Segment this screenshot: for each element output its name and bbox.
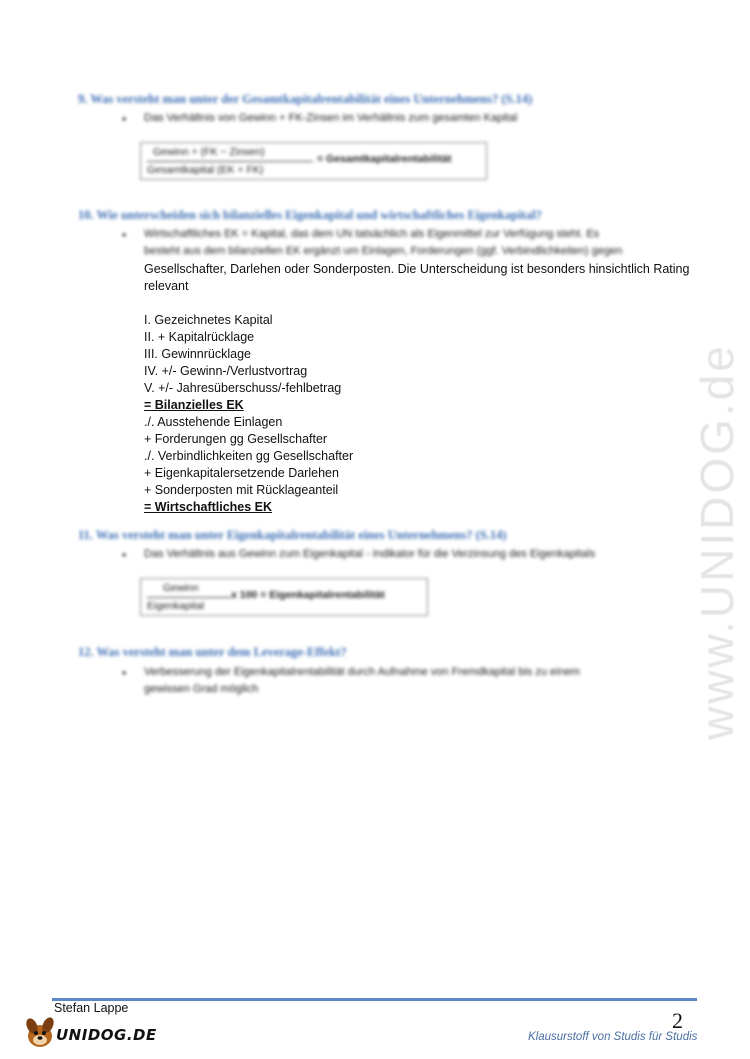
bullet-line-1: Verbesserung der Eigenkapitalrentabilität durch Aufnahme von Fremdkapital bis zu einem	[144, 666, 580, 678]
bullet-icon: •	[122, 112, 127, 126]
bullet-line-4: relevant	[144, 279, 189, 293]
bullet-icon: •	[122, 666, 127, 680]
unidog-logo	[22, 1014, 157, 1050]
question-9-title: 9. Was versteht man unter der Gesamtkapitalrentabilität eines Unternehmens? (S.14)	[78, 92, 533, 106]
bullet-icon: •	[122, 228, 127, 242]
question-12-title: 12. Was versteht man unter dem Leverage-Effekt?	[78, 645, 347, 659]
bullet-icon: •	[122, 548, 127, 562]
list-item: II. + Kapitalrücklage	[144, 330, 255, 344]
formula-result: x 100 = Eigenkapitalrentabilität	[231, 589, 385, 601]
bullet-line-3: Gesellschafter, Darlehen oder Sonderposten. Die Unterscheidung ist besonders hinsichtlich Rating	[144, 262, 690, 276]
formula-result: = Gesamtkapitalrentabilität	[317, 153, 452, 165]
formula-numerator: Gewinn + (FK − Zinsen)	[153, 146, 265, 158]
page-number: 2	[672, 1008, 683, 1033]
bullet-line-2: besteht aus dem bilanziellen EK ergänzt um Einlagen, Forderungen (ggf. Verbindlichkeiten) gegen	[144, 245, 623, 257]
formula-denominator: Eigenkapital	[147, 600, 205, 612]
list-item: + Eigenkapitalersetzende Darlehen	[144, 466, 339, 480]
footer-rule	[52, 998, 697, 1001]
watermark: www.UNIDOG.de	[691, 343, 743, 740]
formula-denominator: Gesamtkapital (EK + FK)	[147, 164, 264, 176]
list-item: + Forderungen gg Gesellschafter	[144, 432, 328, 446]
list-item: I. Gezeichnetes Kapital	[144, 313, 273, 327]
question-9-formula	[140, 142, 487, 180]
footer-author: Stefan Lappe	[54, 1001, 129, 1015]
total-wirtschaftliches-ek: = Wirtschaftliches EK	[144, 500, 273, 514]
list-item: + Sonderposten mit Rücklageanteil	[144, 483, 339, 497]
footer-slogan: Klausurstoff von Studis für Studis	[528, 1031, 698, 1043]
bullet-text: Das Verhältnis aus Gewinn zum Eigenkapital - Indikator für die Verzinsung des Eigenkapitals	[144, 548, 596, 560]
bullet-text: Das Verhältnis von Gewinn + FK-Zinsen im Verhältnis zum gesamten Kapital	[144, 112, 518, 124]
list-item: ./. Verbindlichkeiten gg Gesellschafter	[144, 449, 354, 463]
bullet-line-1: Wirtschaftliches EK = Kapital, das dem UN tatsächlich als Eigenmittel zur Verfügung steht. Es	[144, 228, 600, 240]
list-item: V. +/- Jahresüberschuss/-fehlbetrag	[144, 381, 342, 395]
subtotal-bilanzielles-ek: = Bilanzielles EK	[144, 398, 244, 412]
question-11-formula	[140, 578, 428, 616]
list-item: ./. Ausstehende Einlagen	[144, 415, 283, 429]
bullet-line-2: gewissen Grad möglich	[144, 683, 259, 695]
question-11-title: 11. Was versteht man unter Eigenkapitalrentabilität eines Unternehmens? (S.14)	[78, 528, 507, 542]
logo-text: UNIDOG.DE	[56, 1026, 157, 1044]
list-item: III. Gewinnrücklage	[144, 347, 251, 361]
list-item: IV. +/- Gewinn-/Verlustvortrag	[144, 364, 308, 378]
question-10-title: 10. Wie unterscheiden sich bilanzielles Eigenkapital und wirtschaftliches Eigenkapital?	[78, 208, 542, 222]
formula-numerator: Gewinn	[163, 582, 199, 594]
